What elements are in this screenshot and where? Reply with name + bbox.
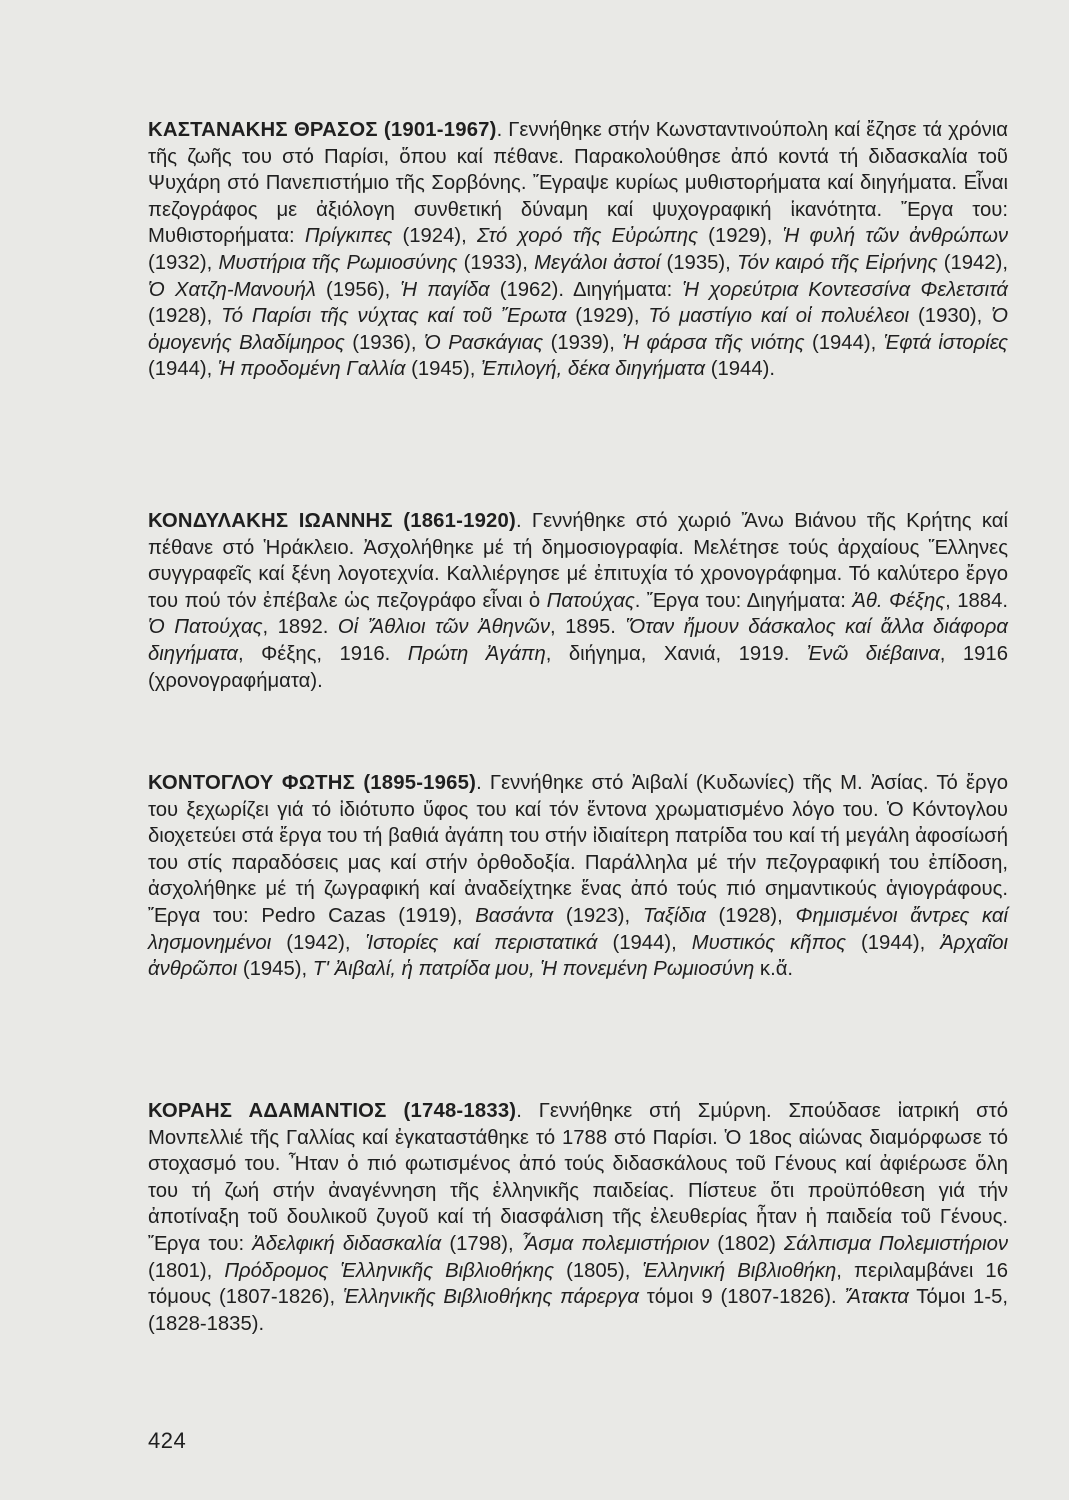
entry-text: (1956), [315,278,401,301]
work-title: Ταξίδια [642,904,706,927]
work-title: Ἑλληνική Βιβλιοθήκη [642,1259,837,1282]
entry-text: , περιλαμβάνει 16 τόμους (1807-1826), [148,1259,1008,1309]
entry-text: . Γεννήθηκε στό Ἀιβαλί (Κυδωνίες) τῆς Μ. Ἀσίας. Τό ἔργο του ξεχωρίζει γιά τό ἰδιότυπο ὕφος του καί τόν ἔντονα χρωματισμένο λόγο του. Ὁ Κόντογλου διοχετεύει στά ἔργα του τή βαθιά ἀγάπη του στήν ἰδιαίτερη πατρίδα του καί τή μεγάλη ἀφοσίωσή του στίς παραδόσεις μας καί στήν ὀρθοδοξία. Παράλληλα μέ τήν πεζογραφική του ἐπίδοση, ἀσχολήθηκε μέ τή ζωγραφική καί ἀναδείχτηκε ἕνας ἀπό τούς πιό σημαντικούς ἁγιογράφους. Ἔργα του: Pedro Cazas (1919), [148,772,1008,927]
entry-text: (1932), [148,251,219,274]
entry-text: (1945), [405,358,481,381]
work-title: Σάλπισμα Πολεμιστήριον [784,1232,1009,1255]
entry-text: . Γεννήθηκε στή Σμύρνη. Σπούδασε ἰατρική στό Μονπελλιέ τῆς Γαλλίας καί ἐγκαταστάθηκε τό 1788 στό Παρίσι. Ὁ 18ος αἰώνας διαμόρφωσε τό στοχασμό του. Ἦταν ὁ πιό φωτισμένος ἀπό τούς διδασκάλους τοῦ Γένους καί ἀφιέρωσε ὅλη του τή ζωή στήν ἀναγέννηση τῆς ἑλληνικῆς παιδείας. Πίστευε ὅτι προϋπόθεση γιά τήν ἀποτίναξη τοῦ δουλικοῦ ζυγοῦ καί τή διασφάλιση τῆς ἐλευθερίας ἦταν ἡ παιδεία τοῦ Γένους. Ἔργα του: [148,1100,1008,1255]
entry-text: , 1884. [945,589,1008,612]
entry-text: (1923), [553,904,643,927]
entry-korais [148,1098,1008,1337]
entry-text: (1929), [697,225,783,248]
work-title: Ὁ Χατζη-Μανουήλ [148,278,316,301]
entry-text: κ.ἄ. [754,958,794,981]
entry-text: (1944). [705,358,776,381]
entry-text: τόμοι 9 (1807-1826). [638,1286,845,1309]
entry-kondylakis [148,508,1008,694]
entry-text: (1962). Διηγήματα: [489,278,683,301]
entry-text: , διήγημα, Χανιά, 1919. [545,642,807,665]
work-title: Ἱστορίες καί περιστατικά [365,931,598,954]
work-title: Ἡ χορεύτρια Κοντεσσίνα Φελετσιτά [682,278,1008,301]
entry-text: . Γεννήθηκε στήν Κωνσταντινούπολη καί ἔζησε τά χρόνια τῆς ζωῆς του στό Παρίσι, ὅπου καί πέθανε. Παρακολούθησε ἀπό κοντά τή διδασκαλία τοῦ Ψυχάρη στό Πανεπιστήμιο τῆς Σορβόνης. Ἔγραψε κυρίως μυθιστορήματα καί διηγήματα. Εἶναι πεζογράφος με ἀξιόλογη συνθετική δύναμη καί ψυχογραφική ἱκανότητα. Ἔργα του: Μυθιστορήματα: [148,119,1008,248]
entry-heading: ΚΟΝΤΟΓΛΟΥ ΦΩΤΗΣ (1895-1965) [148,772,477,794]
work-title: Ἐπιλογή, δέκα διηγήματα [480,358,706,381]
entry-text: (1944), [846,931,941,954]
entry-heading: ΚΟΡΑΗΣ ΑΔΑΜΑΝΤΙΟΣ (1748-1833) [148,1100,517,1122]
work-title: Μυστικός κῆπος [691,931,847,954]
entry-text: (1944), [148,358,218,381]
work-title: Τόν καιρό τῆς Εἰρήνης [737,251,938,274]
entry-text: (1942), [271,931,366,954]
entry-text: , 1916 (χρονογραφήματα). [148,642,1008,692]
work-title: Ὅταν ἤμουν δάσκαλος καί ἄλλα διάφορα διηγήματα [148,616,1008,665]
entry-text: (1924), [392,225,477,248]
entry-text: (1929), [566,305,649,328]
work-title: Ἐνῶ διέβαινα [806,642,940,665]
work-title: Ἀδελφική διδασκαλία [252,1232,442,1255]
entry-text: (1936), [344,331,425,354]
entry-text: (1945), [237,958,313,981]
entry-heading: ΚΑΣΤΑΝΑΚΗΣ ΘΡΑΣΟΣ (1901-1967) [148,119,497,141]
work-title: Τό Παρίσι τῆς νύχτας καί τοῦ Ἔρωτα [221,305,567,328]
entry-text: (1928), [148,305,222,328]
work-title: Ὁ Πατούχας [148,616,263,639]
entry-text: (1933), [457,251,535,274]
entry-text: (1944), [804,331,884,354]
work-title: Ὁ Ρασκάγιας [424,331,544,354]
work-title: Βασάντα [475,904,554,927]
work-title: Στό χορό τῆς Εὐρώπης [476,225,698,248]
entry-text: Τόμοι 1-5, (1828-1835). [148,1286,1009,1335]
work-title: Πρόδρομος Ἑλληνικῆς Βιβλιοθήκης [224,1259,555,1282]
entry-text: (1935), [660,251,738,274]
entry-kastanakis [148,117,1008,383]
work-title: Ἡ προδομένη Γαλλία [217,358,406,381]
work-title: Ἑφτά ἱστορίες [883,331,1009,354]
work-title: Ἡ φάρσα τῆς νιότης [622,331,805,354]
entry-text: (1802) [709,1232,785,1255]
work-title: Πατούχας [546,589,635,612]
entry-heading: ΚΟΝΔΥΛΑΚΗΣ ΙΩΑΝΝΗΣ (1861-1920) [148,510,516,532]
work-title: Φημισμένοι ἄντρες καί λησμονημένοι [148,904,1008,954]
work-title: Ἀρχαῖοι ἀνθρῶποι [148,931,1009,981]
work-title: Ἄτακτα [844,1286,909,1309]
entry-text: (1801), [148,1259,225,1282]
page-number: 424 [148,1428,187,1453]
entry-text: (1942), [937,251,1009,274]
work-title: Μυστήρια τῆς Ρωμιοσύνης [218,251,458,274]
entry-text: . Γεννήθηκε στό χωριό Ἄνω Βιάνου τῆς Κρήτης καί πέθανε στό Ἡράκλειο. Ἀσχολήθηκε μέ τή δημοσιογραφία. Μελέτησε τούς ἀρχαίους Ἕλληνες συγγραφεῖς καί ξένη λογοτεχνία. Καλλιέργησε μέ ἐπιτυχία τό χρονογράφημα. Τό καλύτερο ἔργο του πού τόν ἐπέβαλε ὡς πεζογράφο εἶναι ὁ [148,510,1008,612]
entry-text: (1939), [543,331,623,354]
entry-text: , 1892. [262,616,338,639]
entry-text: (1805), [554,1259,643,1282]
work-title: Ἀθ. Φέξης [852,589,946,612]
work-title: Πρίγκιπες [304,225,393,248]
work-title: Πρώτη Ἀγάπη [407,642,546,665]
work-title: Οἱ Ἄθλιοι τῶν Ἀθηνῶν [337,616,550,639]
work-title: Ἑλληνικῆς Βιβλιοθήκης πάρεργα [342,1286,639,1309]
entry-text: , 1895. [549,616,626,639]
entry-text: (1798), [441,1232,522,1255]
work-title: Ἆσμα πολεμιστήριον [521,1232,710,1255]
work-title: Ὁ ὁμογενής Βλαδίμηρος [148,305,1008,354]
entry-text: (1944), [597,931,692,954]
entry-text: (1930), [909,305,992,328]
work-title: Τ' Ἀιβαλί, ἡ πατρίδα μου, Ἡ πονεμένη Ρωμιοσύνη [312,958,755,981]
work-title: Ἡ παγίδα [400,278,490,301]
work-title: Ἡ φυλή τῶν ἀνθρώπων [782,225,1009,248]
work-title: Τό μαστίγιο καί οἱ πολυέλεοι [648,305,910,328]
entry-text: (1928), [705,904,796,927]
entry-text: . Ἔργα του: Διηγήματα: [634,589,853,612]
work-title: Μεγάλοι ἀστοί [534,251,661,274]
entry-text: , Φέξης, 1916. [237,642,408,665]
entry-kontoglou [148,770,1008,983]
